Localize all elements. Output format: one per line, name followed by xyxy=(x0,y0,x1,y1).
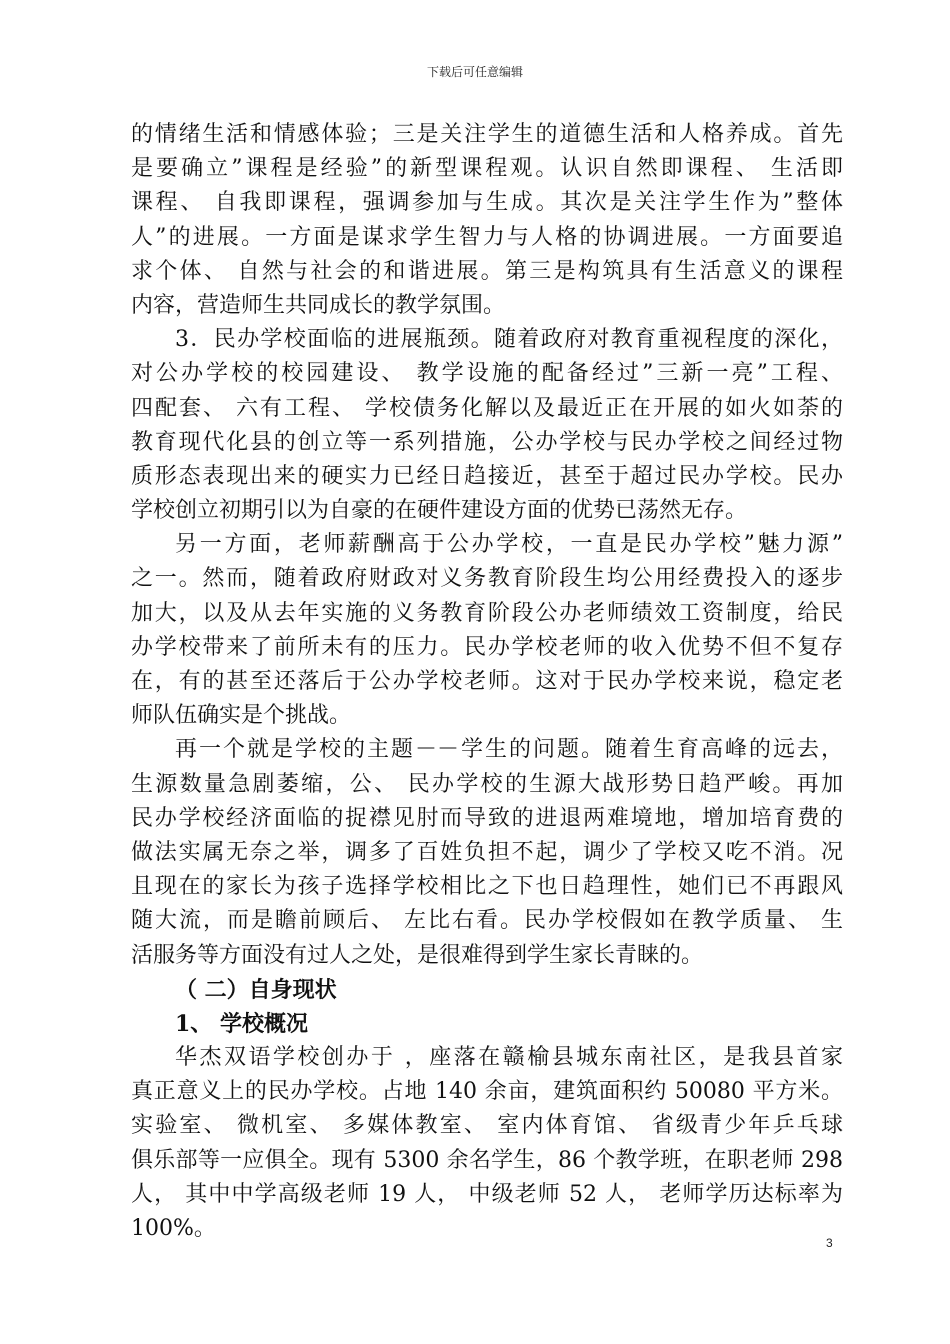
paragraph-line: 之一。然而，随着政府财政对义务教育阶段生均公用经费投入的逐步 xyxy=(131,566,843,592)
page-header: 下载后可任意编辑 xyxy=(426,65,523,79)
paragraph-line: 加大，以及从去年实施的义务教育阶段公办老师绩效工资制度，给民 xyxy=(131,600,843,626)
paragraph-line: 民办学校经济面临的捉襟见肘而导致的进退两难境地，增加培育费的 xyxy=(131,805,843,831)
paragraph-line: 内容，营造师生共同成长的教学氛围。 xyxy=(131,292,506,318)
paragraph-line: 的情绪生活和情感体验；三是关注学生的道德生活和人格养成。首先 xyxy=(131,122,843,147)
paragraph-line: 活服务等方面没有过人之处，是很难得到学生家长青睐的。 xyxy=(131,942,704,968)
paragraph-line: 四配套、 六有工程、 学校债务化解以及最近正在开展的如火如荼的 xyxy=(131,395,843,421)
subsection-heading: 1、 学校概况 xyxy=(175,1010,308,1037)
paragraph-line: 教育现代化县的创立等一系列措施，公办学校与民办学校之间经过物 xyxy=(131,429,843,455)
paragraph-line: 100%。 xyxy=(131,1216,216,1241)
paragraph-line: 再一个就是学校的主题－－学生的问题。随着生育高峰的远去， xyxy=(175,737,843,763)
paragraph-line: 课程、 自我即课程，强调参加与生成。其次是关注学生作为”整体 xyxy=(131,190,843,216)
paragraph-line: 做法实属无奈之举，调多了百姓负担不起，调少了学校又吃不消。况 xyxy=(131,839,843,865)
paragraph-line: 学校创立初期引以为自豪的在硬件建设方面的优势已荡然无存。 xyxy=(131,498,748,524)
page-number: 3 xyxy=(826,1236,833,1250)
paragraph-line: 求个体、 自然与社会的和谐进展。第三是构筑具有生活意义的课程 xyxy=(131,258,843,284)
section-heading: （ 二）自身现状 xyxy=(175,976,337,1003)
paragraph-line: 且现在的家长为孩子选择学校相比之下也日趋理性，她们已不再跟风 xyxy=(131,874,843,900)
paragraph-line: 真正意义上的民办学校。占地 140 余亩，建筑面积约 50080 平方米。 xyxy=(131,1079,843,1105)
paragraph-line: 师队伍确实是个挑战。 xyxy=(131,703,352,729)
paragraph-line: 是要确立”课程是经验”的新型课程观。认识自然即课程、 生活即 xyxy=(131,156,843,182)
paragraph-line: 质形态表现出来的硬实力已经日趋接近，甚至于超过民办学校。民办 xyxy=(131,463,843,489)
paragraph-line: 实验室、 微机室、 多媒体教室、 室内体育馆、 省级青少年乒乓球 xyxy=(131,1113,843,1139)
paragraph-line: 办学校带来了前所未有的压力。民办学校老师的收入优势不但不复存 xyxy=(131,634,843,660)
paragraph-line: 3．民办学校面临的进展瓶颈。随着政府对教育重视程度的深化， xyxy=(175,327,843,353)
paragraph-line: 对公办学校的校园建设、 教学设施的配备经过”三新一亮”工程、 xyxy=(131,361,843,387)
paragraph-line: 俱乐部等一应俱全。现有 5300 余名学生，86 个教学班，在职老师 298 xyxy=(131,1147,843,1173)
paragraph-line: 另一方面，老师薪酬高于公办学校，一直是民办学校”魅力源” xyxy=(175,532,843,558)
paragraph-line: 在，有的甚至还落后于公办学校老师。这对于民办学校来说，稳定老 xyxy=(131,669,843,694)
paragraph-line: 人”的进展。一方面是谋求学生智力与人格的协调进展。一方面要追 xyxy=(131,224,843,250)
document-body xyxy=(131,118,843,1246)
paragraph-line: 华杰双语学校创办于 ，座落在赣榆县城东南社区，是我县首家 xyxy=(175,1045,843,1071)
paragraph-line: 人， 其中中学高级老师 19 人， 中级老师 52 人， 老师学历达标率为 xyxy=(131,1181,843,1207)
paragraph-line: 随大流，而是瞻前顾后、 左比右看。民办学校假如在教学质量、 生 xyxy=(131,908,843,934)
paragraph-line: 生源数量急剧萎缩，公、 民办学校的生源大战形势日趋严峻。再加 xyxy=(131,771,843,797)
